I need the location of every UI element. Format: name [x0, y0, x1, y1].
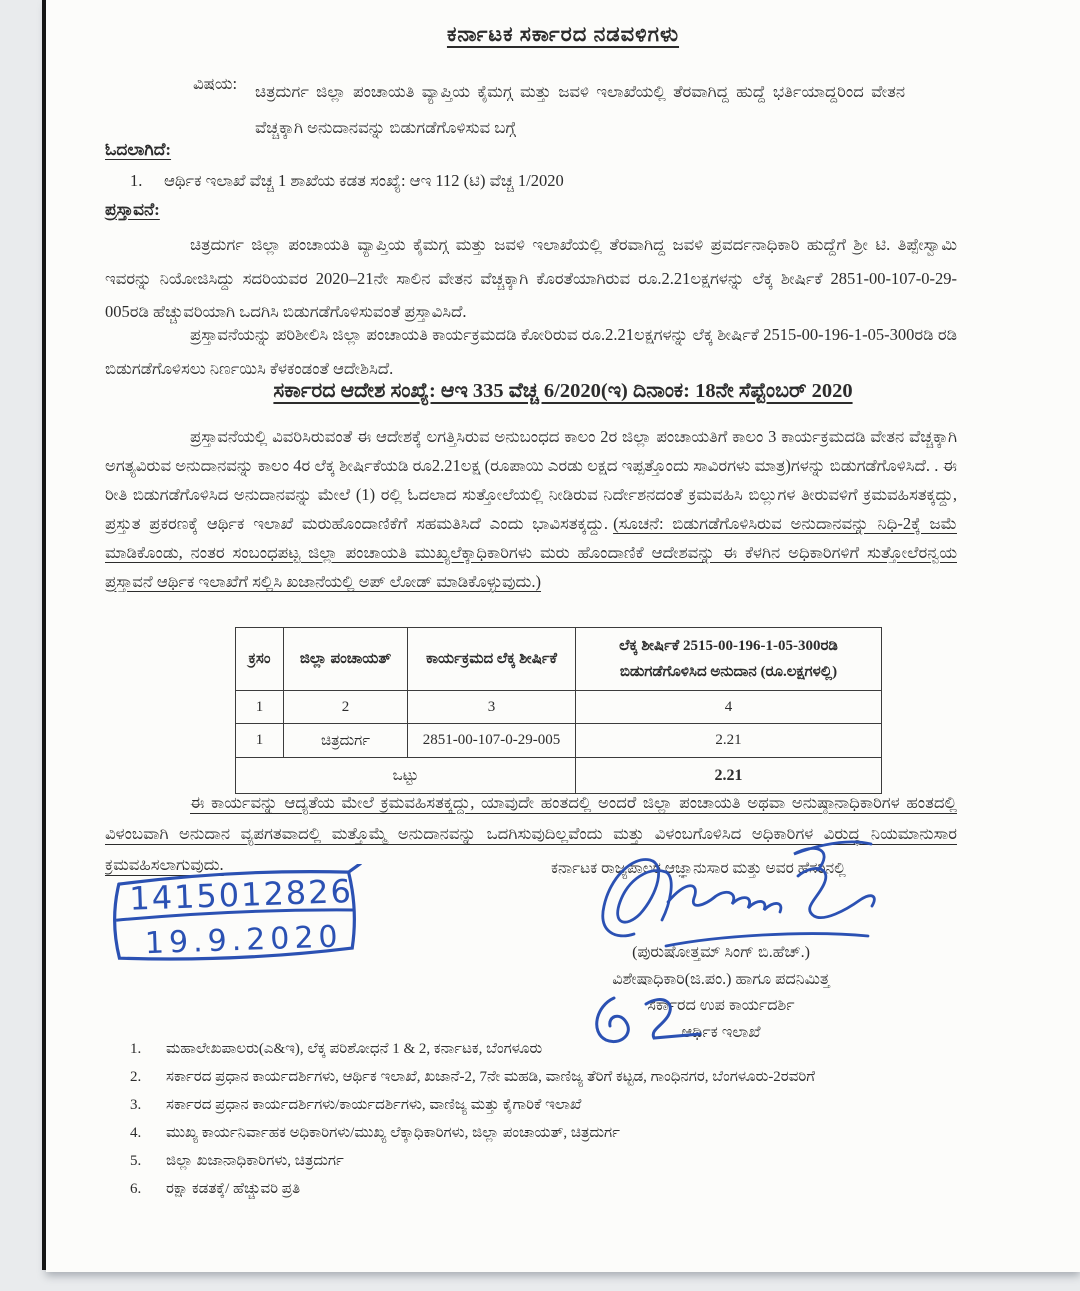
recipient-number: 5.	[130, 1153, 142, 1169]
table-cell-account-head: 2851-00-107-0-29-005	[408, 724, 576, 758]
order-paragraph-main: ಪ್ರಸ್ತಾವನೆಯಲ್ಲಿ ವಿವರಿಸಿರುವಂತೆ ಈ ಆದೇಶಕ್ಕೆ ಲಗತ್ತಿಸಿರುವ ಅನುಬಂಧದ ಕಾಲಂ 2ರ ಜಿಲ್ಲಾ ಪಂಚಾಯತಿಗೆ ಕಾಲಂ 3 ಕಾರ್ಯಕ್ರಮದಡಿ ವೇತನ ವೆಚ್ಚಕ್ಕಾಗಿ ಅಗತ್ಯವಿರುವ ಅನುದಾನವನ್ನು ಕಾಲಂ 4ರ ಲೆಕ್ಕ ಶೀರ್ಷಿಕೆಯಡಿ ರೂ2.21ಲಕ್ಷ (ರೂಪಾಯಿ ಎರಡು ಲಕ್ಷದ ಇಪ್ಪತ್ತೊಂದು ಸಾವಿರಗಳು ಮಾತ್ರ)ಗಳನ್ನು ಬಿಡುಗಡೆಗೊಳಿಸಿದೆ. . ಈ ರೀತಿ ಬಿಡುಗಡೆಗೊಳಿಸಿದ ಅನುದಾನವನ್ನು ಮೇಲೆ (1) ರಲ್ಲಿ ಓದಲಾದ ಸುತ್ತೋಲೆಯಲ್ಲಿ ನೀಡಿರುವ ನಿರ್ದೇಶನದಂತೆ ಕ್ರಮವಹಿಸಿ ಬಿಲ್ಲುಗಳ ತೀರುವಳಿಗೆ ಕ್ರಮವಹಿಸತಕ್ಕದ್ದು, ಪ್ರಸ್ತುತ ಪ್ರಕರಣಕ್ಕೆ ಆರ್ಥಿಕ ಇಲಾಖೆ ಮರುಹೊಂದಾಣಿಕೆಗೆ ಸಹಮತಿಸಿದೆ ಎಂದು ಭಾವಿಸತಕ್ಕದ್ದು.	[105, 427, 957, 533]
table-header-programme-head: ಕಾರ್ಯಕ್ರಮದ ಲೆಕ್ಕ ಶೀರ್ಷಿಕೆ	[408, 628, 576, 691]
order-paragraph-note: (ಸೂಚನೆ: ಬಿಡುಗಡೆಗೊಳಿಸಿರುವ ಅನುದಾನವನ್ನು ನಿಧಿ-2ಕ್ಕೆ ಜಮೆ ಮಾಡಿಕೊಂಡು, ನಂತರ ಸಂಬಂಧಪಟ್ಟ ಜಿಲ್ಲಾ ಪಂಚಾಯತಿ ಮುಖ್ಯಲೆಕ್ಕಾಧಿಕಾರಿಗಳು ಮರು ಹೊಂದಾಣಿಕೆ ಆದೇಶವನ್ನು ಈ ಕೆಳಗಿನ ಅಧಿಕಾರಿಗಳಿಗೆ ಸುತ್ತೋಲೆರನ್ವಯ ಪ್ರಸ್ತಾವನೆ ಆರ್ಥಿಕ ಇಲಾಖೆಗೆ ಸಲ್ಲಿಸಿ ಖಜಾನೆಯಲ್ಲಿ ಅಪ್ ಲೋಡ್ ಮಾಡಿಕೊಳ್ಳುವುದು.)	[105, 514, 957, 591]
recipient-number: 3.	[130, 1097, 142, 1113]
table-cell-district: ಚಿತ್ರದುರ್ಗ	[284, 724, 408, 758]
table-colnum-cell: 2	[284, 691, 408, 724]
recipient-text: ಮುಖ್ಯ ಕಾರ್ಯನಿರ್ವಾಹಕ ಅಧಿಕಾರಿಗಳು/ಮುಖ್ಯ ಲೆಕ್ಕಾಧಿಕಾರಿಗಳು, ಜಿಲ್ಲಾ ಪಂಚಾಯತ್, ಚಿತ್ರದುರ್ಗ	[166, 1125, 620, 1141]
recipient-item	[130, 1152, 1020, 1171]
recipient-number: 4.	[130, 1125, 142, 1141]
recipient-item	[130, 1124, 1020, 1143]
table-header-row	[236, 628, 882, 691]
recipient-text: ಸರ್ಕಾರದ ಪ್ರಧಾನ ಕಾರ್ಯದರ್ಶಿಗಳು, ಆರ್ಥಿಕ ಇಲಾಖೆ, ಖಜಾನೆ-2, 7ನೇ ಮಹಡಿ, ವಾಣಿಜ್ಯ ತೆರಿಗೆ ಕಟ್ಟಡ, ಗಾಂಧಿನಗರ, ಬೆಂಗಳೂರು-2ರವರಿಗೆ	[166, 1069, 816, 1085]
table-header-district: ಜಿಲ್ಲಾ ಪಂಚಾಯತ್	[284, 628, 408, 691]
table-total-label: ಒಟ್ಟು	[236, 758, 576, 794]
read-list-item	[130, 171, 950, 195]
signatory-title-1: ವಿಶೇಷಾಧಿಕಾರಿ(ಜಿ.ಪಂ.) ಹಾಗೂ ಪದನಿಮಿತ್ತ	[612, 970, 830, 988]
signatory-title-2: ಸರ್ಕಾರದ ಉಪ ಕಾರ್ಯದರ್ಶಿ	[647, 997, 795, 1014]
box-divider-line	[116, 908, 354, 920]
recipient-item	[130, 1180, 1020, 1199]
table-cell-serial: 1	[236, 724, 284, 758]
handwritten-date: 19.9.2020	[144, 919, 344, 962]
closing-paragraph: ಈ ಕಾರ್ಯವನ್ನು ಆದ್ಯತೆಯ ಮೇಲೆ ಕ್ರಮವಹಿಸತಕ್ಕದ್ದು, ಯಾವುದೇ ಹಂತದಲ್ಲಿ ಅಂದರೆ ಜಿಲ್ಲಾ ಪಂಚಾಯತಿ ಅಥವಾ ಅನುಷ್ಠಾನಾಧಿಕಾರಿಗಳ ಹಂತದಲ್ಲಿ ವಿಳಂಬವಾಗಿ ಅನುದಾನ ವ್ಯಪಗತವಾದಲ್ಲಿ ಮತ್ತೊಮ್ಮೆ ಅನುದಾನವನ್ನು ಒದಗಿಸುವುದಿಲ್ಲವೆಂದು ಮತ್ತು ವಿಳಂಬಗೊಳಿಸಿದ ಅಧಿಕಾರಿಗಳ ವಿರುದ್ಧ ನಿಯಮಾನುಸಾರ ಕ್ರಮವಹಿಸಲಾಗುವುದು.	[105, 793, 957, 874]
order-paragraph	[105, 422, 957, 620]
document-page	[46, 0, 1080, 1272]
recipient-item	[130, 1096, 1020, 1115]
recipient-number: 2.	[130, 1069, 142, 1085]
table-colnum-cell: 1	[236, 691, 284, 724]
subject-text: ಚಿತ್ರದುರ್ಗ ಜಿಲ್ಲಾ ಪಂಚಾಯತಿ ವ್ಯಾಪ್ತಿಯ ಕೈಮಗ್ಗ ಮತ್ತು ಜವಳಿ ಇಲಾಖೆಯಲ್ಲಿ ತೆರವಾಗಿದ್ದ ಹುದ್ದೆ ಭರ್ತಿಯಾದ್ದರಿಂದ ವೇತನ ವೆಚ್ಚಕ್ಕಾಗಿ ಅನುದಾನವನ್ನು ಬಿಡುಗಡೆಗೊಳಿಸುವ ಬಗ್ಗೆ	[255, 82, 905, 137]
signatory-title-3: ಆರ್ಥಿಕ ಇಲಾಖೆ	[681, 1023, 761, 1041]
recipient-text: ರಕ್ಷಾ ಕಡತಕ್ಕೆ/ ಹೆಚ್ಚುವರಿ ಪ್ರತಿ	[166, 1181, 301, 1197]
order-number-heading: ಸರ್ಕಾರದ ಆದೇಶ ಸಂಖ್ಯೆ: ಆಇ 335 ವೆಚ್ಚ 6/2020(ಇ) ದಿನಾಂಕ: 18ನೇ ಸೆಪ್ಟೆಂಬರ್ 2020	[273, 380, 853, 402]
signatory-name: (ಪುರುಷೋತ್ತಮ್ ಸಿಂಗ್ ಬಿ.ಹೆಚ್.)	[632, 944, 810, 961]
recipient-text: ಸರ್ಕಾರದ ಪ್ರಧಾನ ಕಾರ್ಯದರ್ಶಿಗಳು/ಕಾರ್ಯದರ್ಶಿಗಳು, ವಾಣಿಜ್ಯ ಮತ್ತು ಕೈಗಾರಿಕೆ ಇಲಾಖೆ	[166, 1097, 582, 1113]
table-header-released-grant: ಲೆಕ್ಕ ಶೀರ್ಷಿಕೆ 2515-00-196-1-05-300ರಡಿ ಬಿಡುಗಡೆಗೊಳಿಸಿದ ಅನುದಾನ (ರೂ.ಲಕ್ಷಗಳಲ್ಲಿ)	[576, 628, 882, 691]
preamble-paragraph-1: ಚಿತ್ರದುರ್ಗ ಜಿಲ್ಲಾ ಪಂಚಾಯತಿ ವ್ಯಾಪ್ತಿಯ ಕೈಮಗ್ಗ ಮತ್ತು ಜವಳಿ ಇಲಾಖೆಯಲ್ಲಿ ತೆರವಾಗಿದ್ದ ಜವಳಿ ಪ್ರವರ್ದನಾಧಿಕಾರಿ ಹುದ್ದೆಗೆ ಶ್ರೀ ಟಿ. ತಿಪ್ಪೇಸ್ವಾಮಿ ಇವರನ್ನು ನಿಯೋಜಿಸಿದ್ದು ಸದರಿಯವರ 2020–21ನೇ ಸಾಲಿನ ವೇತನ ವೆಚ್ಚಕ್ಕಾಗಿ ಕೊರತೆಯಾಗಿರುವ ರೂ.2.21ಲಕ್ಷಗಳನ್ನು ಲೆಕ್ಕ ಶೀರ್ಷಿಕೆ 2851-00-107-0-29-005ರಡಿ ಹೆಚ್ಚುವರಿಯಾಗಿ ಒದಗಿಸಿ ಬಿಡುಗಡೆಗೊಳಿಸುವಂತೆ ಪ್ರಸ್ತಾವಿಸಿದೆ.	[105, 235, 957, 321]
recipient-text: ಮಹಾಲೇಖಪಾಲರು(ಎ&ಇ), ಲೆಕ್ಕ ಪರಿಶೋಧನೆ 1 & 2, ಕರ್ನಾಟಕ, ಬೆಂಗಳೂರು	[166, 1041, 543, 1057]
scan-page-edge-line	[42, 0, 46, 1270]
recipients-list	[130, 1040, 1020, 1208]
subject-label: ವಿಷಯ:	[193, 74, 238, 93]
table-row	[236, 724, 882, 758]
recipient-number: 1.	[130, 1041, 142, 1057]
signatory-block	[546, 940, 896, 1046]
recipient-number: 6.	[130, 1181, 142, 1197]
table-colnum-cell: 4	[576, 691, 882, 724]
read-item-number: 1.	[130, 171, 143, 190]
by-order-line: ಕರ್ನಾಟಕ ರಾಜ್ಯಪಾಲರ ಆಜ್ಞಾನುಸಾರ ಮತ್ತು ಅವರ ಹೆಸರಿನಲ್ಲಿ	[551, 860, 846, 877]
allocation-table	[235, 627, 882, 794]
table-colnum-cell: 3	[408, 691, 576, 724]
preamble-heading: ಪ್ರಸ್ತಾವನೆ:	[105, 200, 160, 219]
table-header-serial: ಕ್ರಸಂ	[236, 628, 284, 691]
handwritten-number: 1415012826	[128, 871, 354, 918]
read-heading: ಓದಲಾಗಿದೆ:	[105, 140, 172, 159]
read-item-text: ಆರ್ಥಿಕ ಇಲಾಖೆ ವೆಚ್ಚ 1 ಶಾಖೆಯ ಕಡತ ಸಂಖ್ಯೆ: ಆಇ 112 (ಟಿ) ವೆಚ್ಚ 1/2020	[164, 171, 564, 190]
table-cell-amount: 2.21	[576, 724, 882, 758]
recipient-item	[130, 1068, 1020, 1087]
recipient-text: ಜಿಲ್ಲಾ ಖಜಾನಾಧಿಕಾರಿಗಳು, ಚಿತ್ರದುರ್ಗ	[166, 1153, 344, 1169]
table-column-number-row	[236, 691, 882, 724]
page-title: ಕರ್ನಾಟಕ ಸರ್ಕಾರದ ನಡವಳಿಗಳು	[446, 22, 680, 46]
table-total-value: 2.21	[576, 758, 882, 794]
preamble-paragraph-2: ಪ್ರಸ್ತಾವನೆಯನ್ನು ಪರಿಶೀಲಿಸಿ ಜಿಲ್ಲಾ ಪಂಚಾಯತಿ ಕಾರ್ಯಕ್ರಮದಡಿ ಕೋರಿರುವ ರೂ.2.21ಲಕ್ಷಗಳನ್ನು ಲೆಕ್ಕ ಶೀರ್ಷಿಕೆ 2515-00-196-1-05-300ರಡಿ ರಡಿ ಬಿಡುಗಡೆಗೊಳಿಸಲು ನಿರ್ಣಯಿಸಿ ಕೆಳಕಂಡಂತೆ ಆದೇಶಿಸಿದೆ.	[105, 325, 957, 378]
